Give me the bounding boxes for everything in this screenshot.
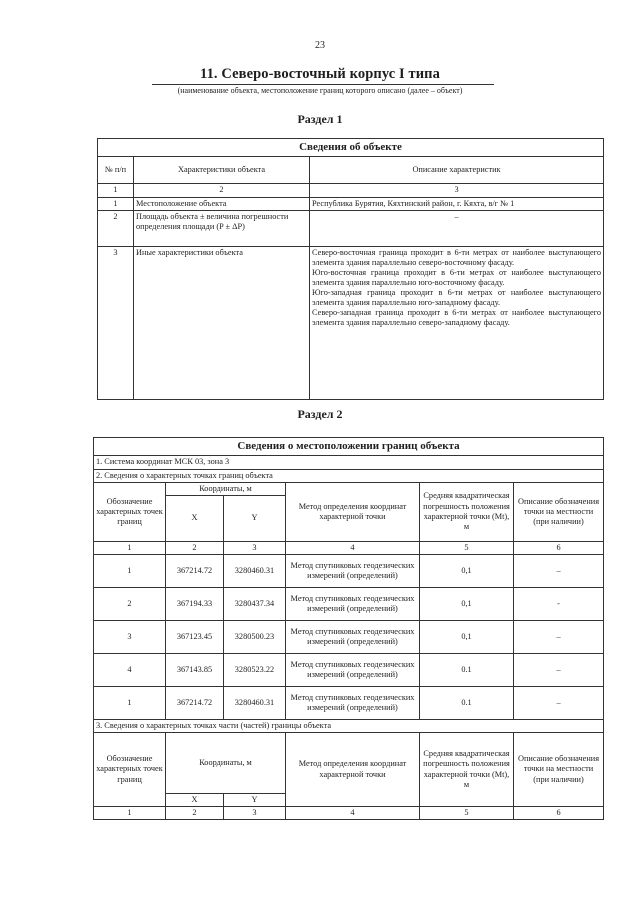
col-number: 3 [224, 541, 286, 554]
point-id: 2 [94, 587, 166, 620]
col-number: 6 [514, 807, 604, 820]
table-row [94, 620, 604, 653]
col-number: 3 [224, 807, 286, 820]
point-id: 3 [94, 620, 166, 653]
point-id: 1 [94, 554, 166, 587]
point-method: Метод спутниковых геодезических измерений (определений) [286, 620, 420, 653]
row-desc: – [310, 210, 604, 246]
point-y: 3280500.23 [224, 620, 286, 653]
col-number: 2 [166, 807, 224, 820]
header-description: Описание характеристик [310, 157, 604, 184]
section-2-heading: Раздел 2 [297, 407, 343, 421]
col-number: 5 [420, 541, 514, 554]
header-characteristics: Характеристики объекта [134, 157, 310, 184]
table-row [98, 246, 604, 399]
row-num: 3 [98, 246, 134, 399]
parts-header-error: Средняя квадратическая погрешность положения характерной точки (Mt), м [420, 732, 514, 806]
point-error: 0,1 [420, 554, 514, 587]
border-description: Северо-западная граница проходит в 6-ти метрах от наиболее выступающего элемента здания параллельно северо-западному фасаду. [312, 308, 602, 328]
border-description: Юго-восточная граница проходит в 6-ти метрах от наиболее выступающего элемента здания параллельно юго-восточному фасаду. [312, 267, 602, 287]
point-y: 3280460.31 [224, 554, 286, 587]
parts-caption: 3. Сведения о характерных точках части (частей) границы объекта [94, 719, 604, 732]
point-x: 367214.72 [166, 554, 224, 587]
point-x: 367214.72 [166, 686, 224, 719]
parts-header-x: X [166, 793, 224, 806]
parts-header-point: Обозначение характерных точек границ [94, 732, 166, 806]
header-num: № п/п [98, 157, 134, 184]
header-error: Средняя квадратическая погрешность положения характерной точки (Mt), м [420, 482, 514, 541]
point-desc: – [514, 686, 604, 719]
header-y: Y [224, 495, 286, 541]
header-desc: Описание обозначения точки на местности (при наличии) [514, 482, 604, 541]
point-desc: - [514, 587, 604, 620]
point-error: 0.1 [420, 686, 514, 719]
point-desc: – [514, 554, 604, 587]
point-method: Метод спутниковых геодезических измерений (определений) [286, 554, 420, 587]
col-number: 4 [286, 807, 420, 820]
border-description: Северо-восточная граница проходит в 6-ти метрах от наиболее выступающего элемента здания параллельно северо-восточному фасаду. [312, 247, 602, 267]
boundary-table-title: Сведения о местоположении границ объекта [94, 438, 604, 456]
table-row [98, 210, 604, 246]
parts-header-y: Y [224, 793, 286, 806]
parts-header-coords: Координаты, м [166, 732, 286, 793]
row-desc: Республика Бурятия, Кяхтинский район, г. Кяхта, в/г № 1 [310, 197, 604, 210]
point-x: 367194.33 [166, 587, 224, 620]
col-number: 2 [134, 184, 310, 197]
row-name: Местоположение объекта [134, 197, 310, 210]
point-desc: – [514, 653, 604, 686]
header-coords: Координаты, м [166, 482, 286, 495]
point-method: Метод спутниковых геодезических измерений (определений) [286, 686, 420, 719]
point-y: 3280523.22 [224, 653, 286, 686]
col-number: 1 [94, 541, 166, 554]
point-method: Метод спутниковых геодезических измерений (определений) [286, 653, 420, 686]
point-x: 367143.85 [166, 653, 224, 686]
table-row [94, 587, 604, 620]
col-number: 6 [514, 541, 604, 554]
row-desc [310, 246, 604, 399]
page-number: 23 [315, 40, 325, 51]
col-number: 3 [310, 184, 604, 197]
col-number: 5 [420, 807, 514, 820]
header-point: Обозначение характерных точек границ [94, 482, 166, 541]
coordinate-system: 1. Система координат МСК 03, зона 3 [94, 456, 604, 469]
col-number: 1 [98, 184, 134, 197]
points-caption: 2. Сведения о характерных точках границ объекта [94, 469, 604, 482]
title-underline [152, 84, 494, 85]
point-y: 3280460.31 [224, 686, 286, 719]
row-num: 2 [98, 210, 134, 246]
border-description: Юго-западная граница проходит в 6-ти метрах от наиболее выступающего элемента здания параллельно юго-западному фасаду. [312, 288, 602, 308]
row-name: Площадь объекта ± величина погрешности определения площади (P ± ΔP) [134, 210, 310, 246]
point-desc: – [514, 620, 604, 653]
object-info-table [97, 138, 604, 400]
point-id: 4 [94, 653, 166, 686]
parts-header-method: Метод определения координат характерной точки [286, 732, 420, 806]
document-subtitle: (наименование объекта, местоположение границ которого описано (далее – объект) [177, 86, 463, 95]
table-row [98, 197, 604, 210]
table-row [94, 653, 604, 686]
row-name: Иные характеристики объекта [134, 246, 310, 399]
header-x: X [166, 495, 224, 541]
point-y: 3280437.34 [224, 587, 286, 620]
parts-header-desc: Описание обозначения точки на местности (при наличии) [514, 732, 604, 806]
col-number: 2 [166, 541, 224, 554]
point-x: 367123.45 [166, 620, 224, 653]
col-number: 4 [286, 541, 420, 554]
point-error: 0,1 [420, 587, 514, 620]
point-method: Метод спутниковых геодезических измерений (определений) [286, 587, 420, 620]
point-error: 0,1 [420, 620, 514, 653]
point-id: 1 [94, 686, 166, 719]
object-info-title: Сведения об объекте [98, 139, 604, 157]
boundary-location-table [93, 437, 604, 820]
section-1-heading: Раздел 1 [297, 112, 343, 126]
point-error: 0.1 [420, 653, 514, 686]
header-method: Метод определения координат характерной точки [286, 482, 420, 541]
row-num: 1 [98, 197, 134, 210]
document-title: 11. Северо-восточный корпус I типа [200, 66, 440, 82]
table-row [94, 554, 604, 587]
table-row [94, 686, 604, 719]
col-number: 1 [94, 807, 166, 820]
